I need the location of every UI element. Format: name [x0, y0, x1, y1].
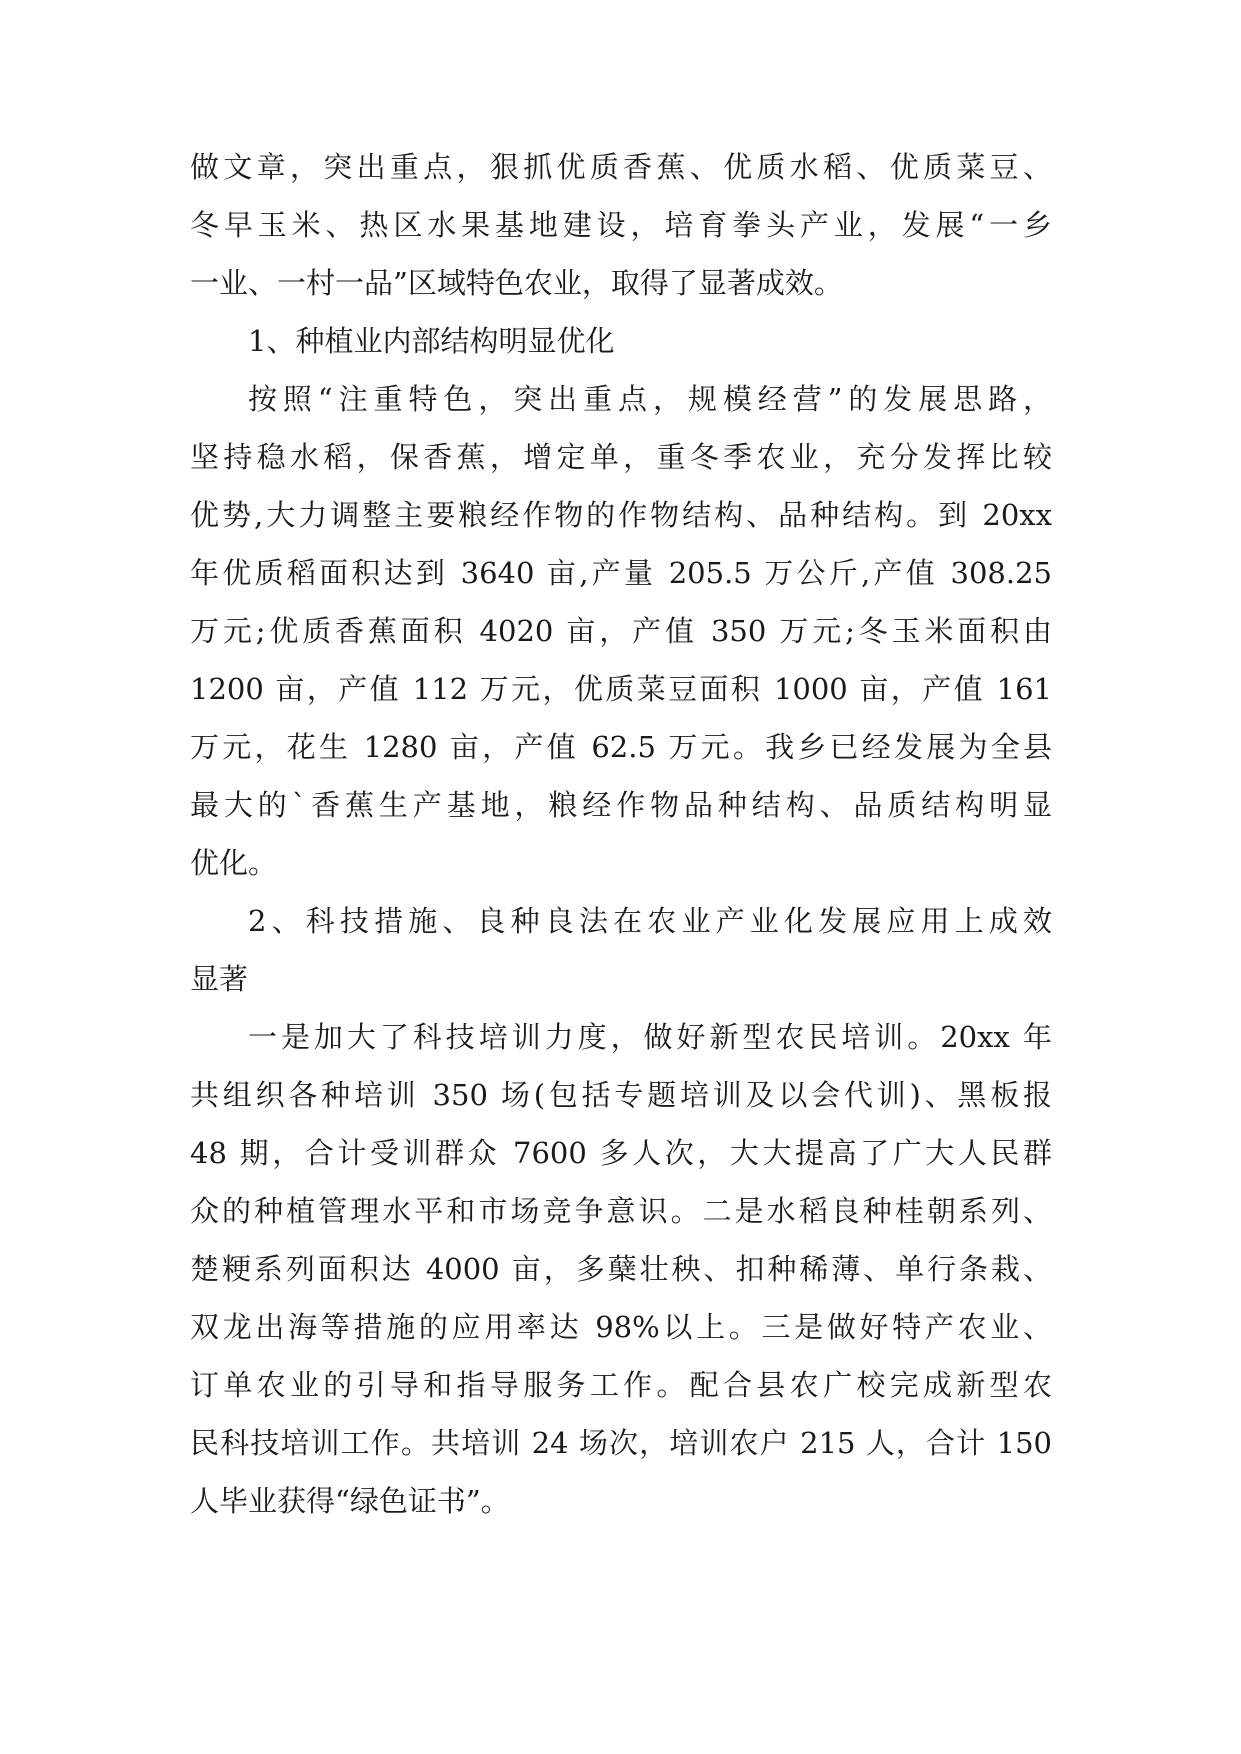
text-line: 民科技培训工作。共培训 24 场次，培训农户 215 人，合计 150 [190, 1426, 1052, 1460]
text-line: 双龙出海等措施的应用率达 98%以上。三是做好特产农业、 [190, 1310, 1052, 1344]
section-heading: 2、科技措施、良种良法在农业产业化发展应用上成效 [248, 904, 1052, 938]
text-line: 1200 亩，产值 112 万元，优质菜豆面积 1000 亩，产值 161 [190, 672, 1052, 706]
text-line: 楚粳系列面积达 4000 亩，多蘖壮秧、扣种稀薄、单行条栽、 [190, 1252, 1052, 1286]
text-line: 共组织各种培训 350 场(包括专题培训及以会代训)、黑板报 [190, 1078, 1052, 1112]
section-heading: 显著 [190, 962, 249, 996]
text-line: 48 期，合计受训群众 7600 多人次，大大提高了广大人民群 [190, 1136, 1052, 1170]
text-line: 坚持稳水稻，保香蕉，增定单，重冬季农业，充分发挥比较 [190, 440, 1052, 474]
text-line: 人毕业获得“绿色证书”。 [190, 1484, 510, 1518]
text-line: 优势,大力调整主要粮经作物的作物结构、品种结构。到 20xx [190, 498, 1052, 532]
text-line: 一是加大了科技培训力度，做好新型农民培训。20xx 年 [248, 1020, 1052, 1054]
text-line: 优化。 [190, 846, 278, 880]
text-line: 年优质稻面积达到 3640 亩,产量 205.5 万公斤,产值 308.25 [190, 556, 1052, 590]
text-line: 最大的`香蕉生产基地，粮经作物品种结构、品质结构明显 [190, 788, 1052, 822]
text-line: 一业、一村一品”区域特色农业，取得了显著成效。 [190, 266, 843, 300]
text-line: 按照“注重特色，突出重点，规模经营”的发展思路， [248, 382, 1052, 416]
text-line: 做文章，突出重点，狠抓优质香蕉、优质水稻、优质菜豆、 [190, 150, 1052, 184]
text-line: 万元;优质香蕉面积 4020 亩，产值 350 万元;冬玉米面积由 [190, 614, 1052, 648]
text-line: 众的种植管理水平和市场竞争意识。二是水稻良种桂朝系列、 [190, 1194, 1052, 1228]
text-line: 万元，花生 1280 亩，产值 62.5 万元。我乡已经发展为全县 [190, 730, 1052, 764]
text-line: 冬早玉米、热区水果基地建设，培育拳头产业，发展“一乡 [190, 208, 1052, 242]
text-line: 订单农业的引导和指导服务工作。配合县农广校完成新型农 [190, 1368, 1052, 1402]
section-heading: 1、种植业内部结构明显优化 [248, 324, 615, 358]
